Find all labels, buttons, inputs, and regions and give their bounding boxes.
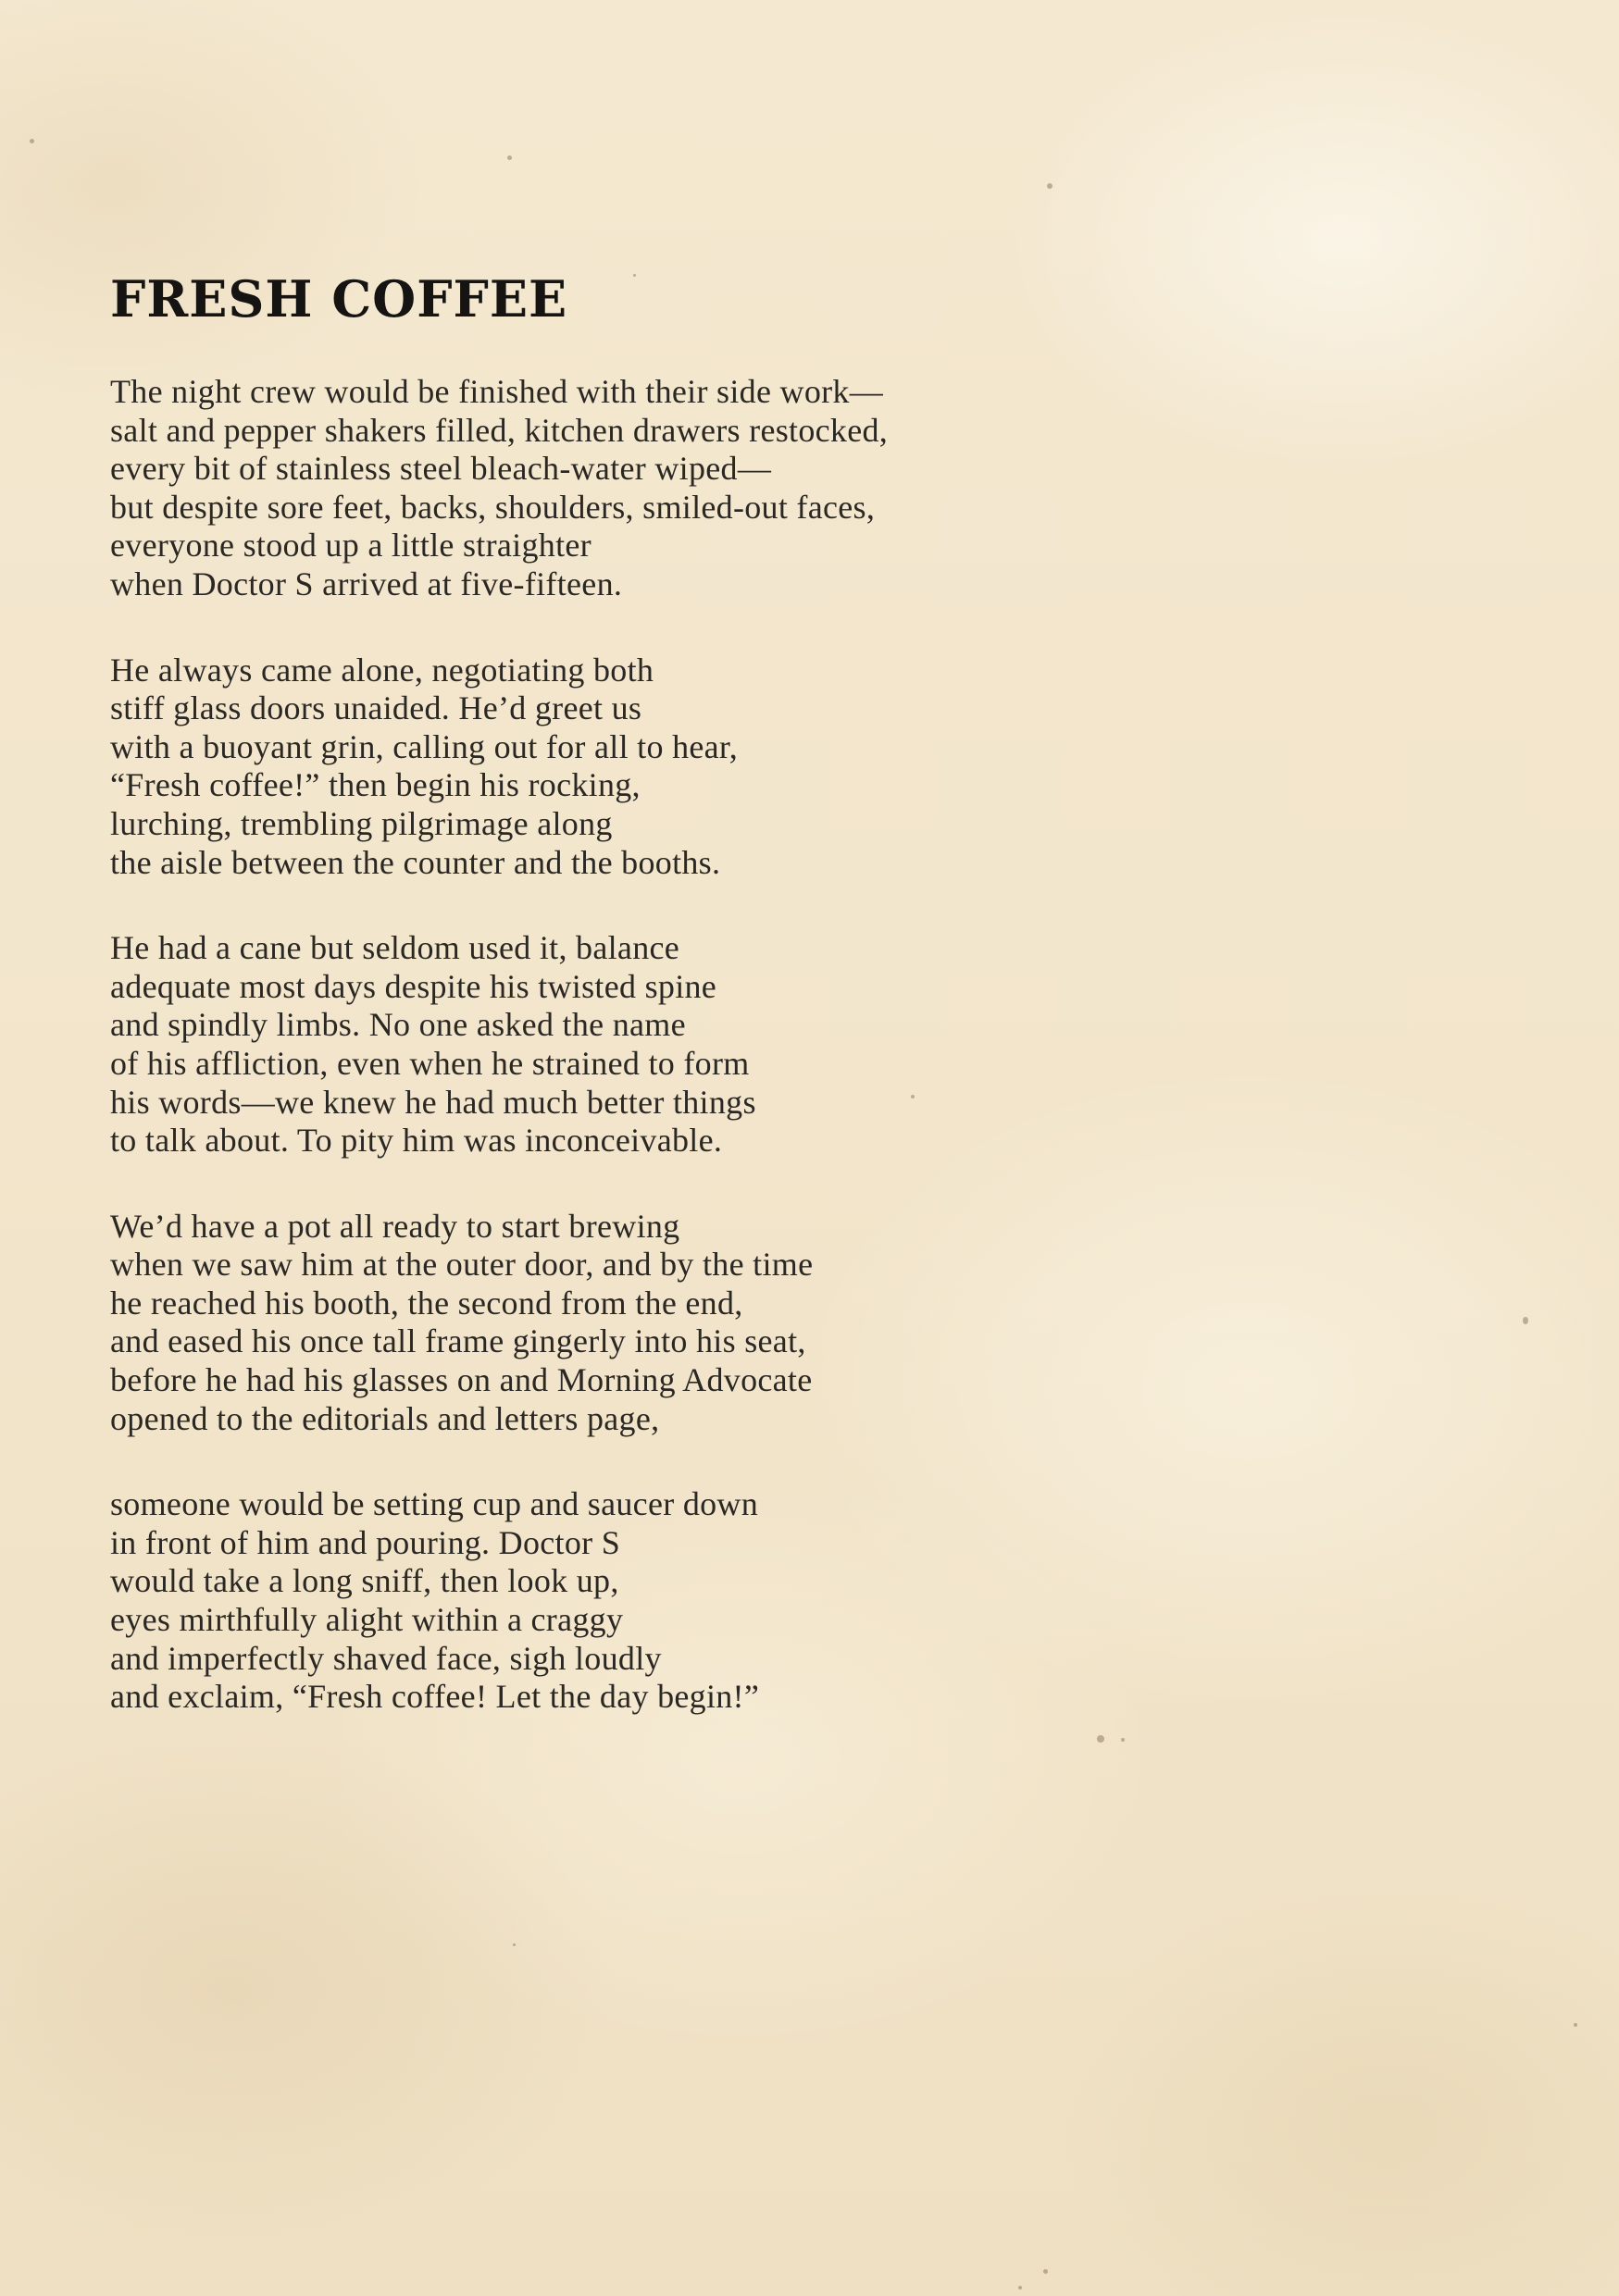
poem-line: but despite sore feet, backs, shoulders, smiled-out faces,	[110, 488, 876, 526]
poem-line: would take a long sniff, then look up,	[110, 1562, 619, 1600]
paper-speck	[1097, 1735, 1104, 1743]
poem-line: stiff glass doors unaided. He’d greet us	[110, 689, 642, 727]
poem-line: and spindly limbs. No one asked the name	[110, 1006, 686, 1044]
paper-speck	[1121, 1738, 1125, 1742]
paper-speck	[1018, 2286, 1022, 2290]
paper-speck	[513, 1943, 516, 1946]
stanza-2	[110, 652, 1036, 883]
poem-line: salt and pepper shakers filled, kitchen drawers restocked,	[110, 411, 889, 449]
poem-line: with a buoyant grin, calling out for all to hear,	[110, 727, 739, 765]
poem-body	[110, 373, 1036, 1717]
poem-line: before he had his glasses on and Morning Advocate	[110, 1361, 813, 1399]
poem-line: lurching, trembling pilgrimage along	[110, 804, 613, 842]
poem-line: to talk about. To pity him was inconceivable.	[110, 1122, 723, 1160]
poem-line: every bit of stainless steel bleach-water wiped—	[110, 450, 772, 488]
paper-speck	[507, 155, 512, 160]
stanza-3	[110, 929, 1036, 1160]
poem-title: FRESH COFFEE	[110, 269, 568, 329]
poem-line: his words—we knew he had much better things	[110, 1083, 756, 1121]
poem-line: and exclaim, “Fresh coffee! Let the day begin!”	[110, 1678, 760, 1716]
poem-line: in front of him and pouring. Doctor S	[110, 1523, 621, 1561]
poem	[110, 264, 1036, 1764]
paper-speck	[30, 139, 34, 143]
poem-line: when we saw him at the outer door, and by the time	[110, 1246, 814, 1284]
poem-line: “Fresh coffee!” then begin his rocking,	[110, 766, 641, 804]
poem-line: everyone stood up a little straighter	[110, 527, 592, 565]
paper-speck	[1043, 2269, 1048, 2274]
poem-line: adequate most days despite his twisted spine	[110, 967, 717, 1005]
poem-line: the aisle between the counter and the booths.	[110, 843, 721, 881]
paper-speck	[1574, 2023, 1577, 2027]
poem-line: he reached his booth, the second from the end,	[110, 1284, 743, 1322]
poem-line: We’d have a pot all ready to start brewing	[110, 1207, 680, 1245]
poem-line: someone would be setting cup and saucer down	[110, 1485, 759, 1523]
stanza-4	[110, 1208, 1036, 1439]
paper-speck	[1047, 183, 1052, 189]
stanza-1	[110, 373, 1036, 604]
poem-line: He always came alone, negotiating both	[110, 651, 654, 689]
poem-line: when Doctor S arrived at five-fifteen.	[110, 565, 623, 602]
stanza-5	[110, 1485, 1036, 1717]
poem-line: eyes mirthfully alight within a craggy	[110, 1601, 624, 1639]
poem-line: and imperfectly shaved face, sigh loudly	[110, 1639, 662, 1677]
poem-line: The night crew would be finished with their side work—	[110, 373, 884, 410]
poem-line: of his affliction, even when he strained to form	[110, 1044, 750, 1082]
poem-line: and eased his once tall frame gingerly into his seat,	[110, 1322, 806, 1360]
paper-speck	[1523, 1317, 1528, 1324]
poem-line: opened to the editorials and letters page,	[110, 1399, 660, 1437]
poem-line: He had a cane but seldom used it, balance	[110, 929, 680, 967]
